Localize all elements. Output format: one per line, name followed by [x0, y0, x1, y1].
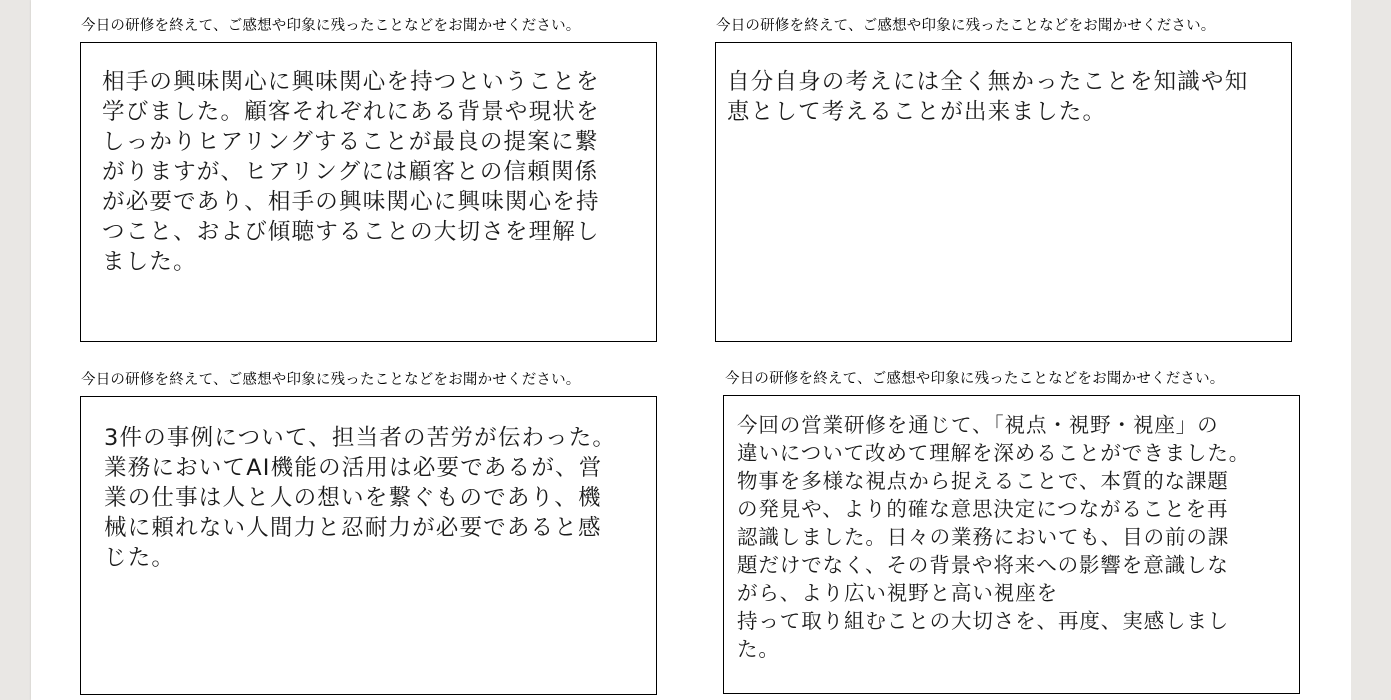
card-1-prompt-label: 今日の研修を終えて、ご感想や印象に残ったことなどをお聞かせください。	[81, 18, 581, 34]
card-2-response-text: 自分自身の考えには全く無かったことを知識や知 恵として考えることが出来ました。	[727, 69, 1249, 125]
card-3-response-text: 3件の事例について、担当者の苦労が伝わった。 業務においてAI機能の活用は必要であるが、営 業の仕事は人と人の想いを繋ぐものであり、機 械に頼れない人間力と忍耐力が必要であると感 じた。	[104, 425, 617, 571]
card-2-prompt-label: 今日の研修を終えて、ご感想や印象に残ったことなどをお聞かせください。	[716, 18, 1216, 34]
card-4-prompt-label: 今日の研修を終えて、ご感想や印象に残ったことなどをお聞かせください。	[725, 371, 1225, 387]
scroll-gutter	[1351, 0, 1391, 700]
card-3-prompt-label: 今日の研修を終えて、ご感想や印象に残ったことなどをお聞かせください。	[81, 372, 581, 388]
card-1-response-text: 相手の興味関心に興味関心を持つということを 学びました。顧客それぞれにある背景や現状を しっかりヒアリングすることが最良の提案に繋 がりますが、ヒアリングには顧客との信頼関係 が必要であり、相手の興味関心に興味関心を持 つこと、および傾聴することの大切さを理解し ました。	[102, 69, 600, 275]
card-4-response-text: 今回の営業研修を通じて、「視点・視野・視座」の 違いについて改めて理解を深めることができました。 物事を多様な視点から捉えることで、本質的な課題 の発見や、より的確な意思決定につながることを再 認識しました。日々の業務においても、目の前の課 題だけでなく、その背景や将来への影響を意識しな がら、より広い視野と高い視座を 持って取り組むことの大切さを、再度、実感しまし た。	[737, 413, 1251, 661]
